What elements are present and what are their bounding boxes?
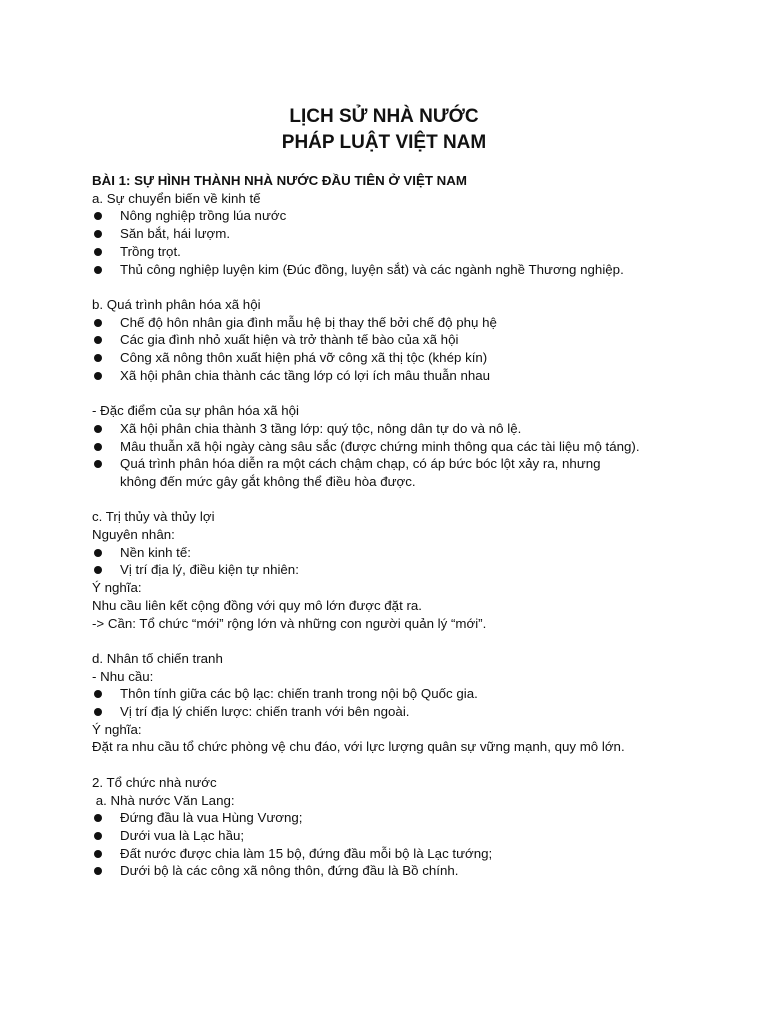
cause-label: Nguyên nhân:	[92, 527, 175, 543]
meaning-conclusion: -> Cần: Tổ chức “mới” rộng lớn và những con người quản lý “mới”.	[92, 615, 487, 631]
meaning-text: Đặt ra nhu cầu tổ chức phòng vệ chu đáo, với lực lượng quân sự vững mạnh, quy mô lớn.	[92, 739, 625, 755]
features-heading: - Đặc điểm của sự phân hóa xã hội	[92, 403, 299, 419]
bullet-icon	[94, 425, 102, 433]
list-item: Mâu thuẫn xã hội ngày càng sâu sắc (được chứng minh thông qua các tài liệu mộ táng).	[92, 438, 752, 456]
section-2a-heading: a. Nhà nước Văn Lang:	[92, 792, 235, 808]
section-d-heading: d. Nhân tố chiến tranh	[92, 650, 223, 666]
list-item: Quá trình phân hóa diễn ra một cách chậm chạp, có áp bức bóc lột xảy ra, nhưng	[92, 455, 752, 473]
section-2-heading: 2. Tổ chức nhà nước	[92, 774, 217, 790]
bullet-icon	[94, 867, 102, 875]
bullet-icon	[94, 566, 102, 574]
bullet-icon	[94, 372, 102, 380]
list-item: Xã hội phân chia thành 3 tầng lớp: quý tộc, nông dân tự do và nô lệ.	[92, 420, 752, 438]
meaning-label: Ý nghĩa:	[92, 580, 142, 596]
list-item: Săn bắt, hái lượm.	[92, 225, 752, 243]
list-item: Nền kinh tế:	[92, 544, 752, 562]
bullet-icon	[94, 319, 102, 327]
bullet-icon	[94, 690, 102, 698]
bullet-icon	[94, 443, 102, 451]
bullet-icon	[94, 460, 102, 468]
list-item: Thủ công nghiệp luyện kim (Đúc đồng, luyện sắt) và các ngành nghề Thương nghiệp.	[92, 261, 752, 279]
bullet-icon	[94, 708, 102, 716]
document-title-line-2: PHÁP LUẬT VIỆT NAM	[281, 132, 487, 153]
list-item: Thôn tính giữa các bộ lạc: chiến tranh trong nội bộ Quốc gia.	[92, 685, 752, 703]
bullet-icon	[94, 354, 102, 362]
list-item: Xã hội phân chia thành các tầng lớp có lợi ích mâu thuẫn nhau	[92, 367, 752, 385]
list-item: Nông nghiệp trồng lúa nước	[92, 207, 752, 225]
list-item: Công xã nông thôn xuất hiện phá vỡ công xã thị tộc (khép kín)	[92, 349, 752, 367]
bullet-icon	[94, 212, 102, 220]
list-item: Dưới vua là Lạc hầu;	[92, 827, 752, 845]
bullet-icon	[94, 814, 102, 822]
list-item: Vị trí địa lý, điều kiện tự nhiên:	[92, 561, 752, 579]
bullet-icon	[94, 248, 102, 256]
list-item: Vị trí địa lý chiến lược: chiến tranh với bên ngoài.	[92, 703, 752, 721]
document-body	[92, 172, 752, 880]
bullet-icon	[94, 832, 102, 840]
section-c-heading: c. Trị thủy và thủy lợi	[92, 509, 215, 525]
bullet-icon	[94, 336, 102, 344]
bullet-icon	[94, 230, 102, 238]
list-item: Các gia đình nhỏ xuất hiện và trở thành tế bào của xã hội	[92, 331, 752, 349]
bullet-icon	[94, 549, 102, 557]
list-item: Dưới bộ là các công xã nông thôn, đứng đầu là Bồ chính.	[92, 862, 752, 880]
bullet-icon	[94, 266, 102, 274]
need-label: - Nhu cầu:	[92, 668, 154, 684]
section-b-heading: b. Quá trình phân hóa xã hội	[92, 296, 261, 312]
meaning-text: Nhu cầu liên kết cộng đồng với quy mô lớn được đặt ra.	[92, 597, 422, 613]
document-title-line-1: LỊCH SỬ NHÀ NƯỚC	[289, 106, 479, 127]
meaning-label: Ý nghĩa:	[92, 721, 142, 737]
lesson-heading: BÀI 1: SỰ HÌNH THÀNH NHÀ NƯỚC ĐẦU TIÊN Ở VIỆT NAM	[92, 173, 467, 188]
section-a-heading: a. Sự chuyển biến về kinh tế	[92, 190, 261, 206]
list-item-continuation: không đến mức gây gắt không thể điều hòa được.	[120, 473, 416, 489]
list-item: Trồng trọt.	[92, 243, 752, 261]
list-item: Chế độ hôn nhân gia đình mẫu hệ bị thay thế bởi chế độ phụ hệ	[92, 314, 752, 332]
list-item: Đất nước được chia làm 15 bộ, đứng đầu mỗi bộ là Lạc tướng;	[92, 845, 752, 863]
bullet-icon	[94, 850, 102, 858]
list-item: Đứng đầu là vua Hùng Vương;	[92, 809, 752, 827]
